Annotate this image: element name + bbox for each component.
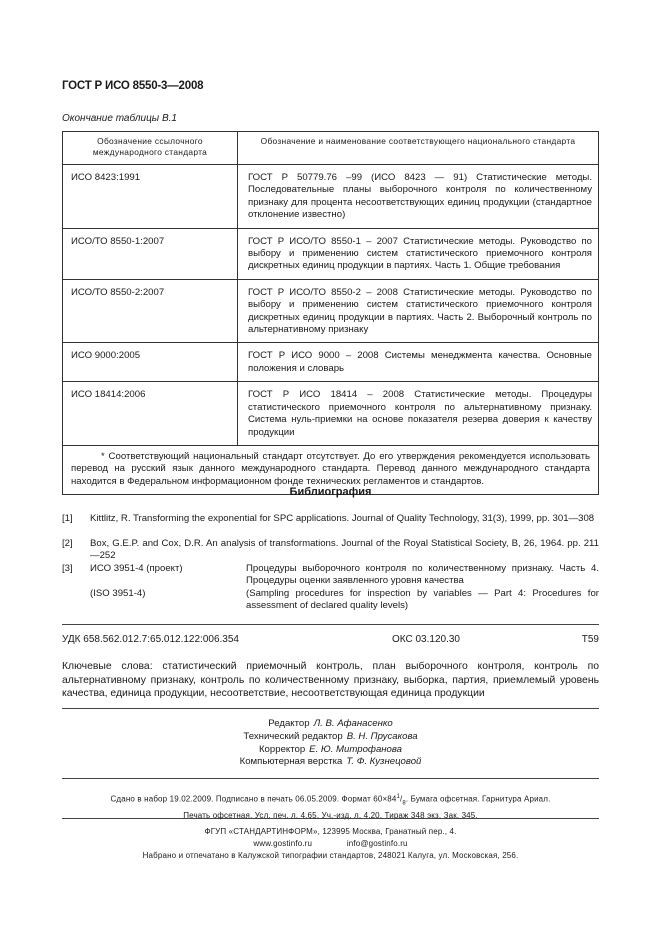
table-row [63, 343, 599, 382]
bibliography-entry-text: Box, G.E.P. and Cox, D.R. An analysis of transformations. Journal of the Royal Statistical Society, B, 26, 1964. pp. 211—252 [90, 538, 599, 562]
table-caption: Окончание таблицы В.1 [62, 113, 177, 124]
table-footnote-text: * Соответствующий национальный стандарт отсутствует. До его утверждения рекомендуется использовать перевод на русский язык данного международного стандарта. Перевод данного международного стандарта находится в Федеральном информационном фонде технических регламентов и стандартов. [71, 450, 590, 487]
editor-name: Е. Ю. Митрофанова [309, 743, 403, 755]
table-row [63, 279, 599, 343]
print-info [62, 792, 599, 821]
category-code: Т59 [581, 634, 599, 645]
publisher-contacts [62, 838, 599, 850]
column-header-international: Обозначение ссылочного международного стандарта [63, 132, 238, 165]
publisher-website-link[interactable]: www.gostinfo.ru [253, 839, 313, 848]
bibliography-entry-number: [2] [62, 538, 73, 549]
editor-line [0, 744, 661, 757]
print-info-line: Печать офсетная. Усл. печ. л. 4,65. Уч.-изд. л. 4,20. Тираж 348 экз. Зак. 345. [183, 810, 478, 820]
standard-code-cell: ИСО 8423:1991 [63, 165, 238, 229]
bibliography-entry-number: [1] [62, 513, 73, 524]
bibliography-entry-text: Kittlitz, R. Transforming the exponential for SPC applications. Journal of Quality Technology, 31(3), 1999, pp. 301—308 [90, 513, 595, 524]
table-row [63, 228, 599, 279]
publisher-address: ФГУП «СТАНДАРТИНФОРМ», 123995 Москва, Гранатный пер., 4. [204, 827, 457, 836]
editors-block [0, 718, 661, 769]
national-standard-cell: ГОСТ Р 50779.76 –99 (ИСО 8423 — 91) Статистические методы. Последовательные планы выборочного контроля по количественному признаку для процента несоответствующих единиц продукции (стандартное отклонение известно) [238, 165, 599, 229]
print-info-line: Сдано в набор 19.02.2009. Подписано в печать 06.05.2009. Формат $60\times 84^1/_8$. Бумага офсетная. Гарнитура Ариал. [110, 794, 551, 807]
publisher-info [62, 826, 599, 862]
print-info-text: Сдано в набор 19.02.2009. Подписано в печать 06.05.2009. Формат 60×84 [110, 794, 397, 804]
printing-house: Набрано и отпечатано в Калужской типографии стандартов, 248021 Калуга, ул. Московская, 256. [142, 851, 519, 860]
editor-role: Редактор [268, 718, 310, 729]
national-standard-cell: ГОСТ Р ИСО 18414 – 2008 Статистические методы. Процедуры статистического приемочного контроля по альтернативному признаку. Система нуль-приемки на основе показателя резерва доверия к качеству продукции [238, 382, 599, 446]
standard-code-cell: ИСО 9000:2005 [63, 343, 238, 382]
bibliography-entry-description-en: (Sampling procedures for inspection by variables — Part 4: Procedures for assessment of declared quality levels) [246, 588, 599, 612]
editor-line [0, 731, 661, 744]
bibliography-title: Библиография [289, 486, 372, 498]
editor-line [0, 718, 661, 731]
editor-line [0, 756, 661, 769]
standard-code-cell: ИСО/ТО 8550-1:2007 [63, 228, 238, 279]
format-fraction-numerator: 1 [396, 794, 400, 800]
editor-role: Технический редактор [243, 730, 343, 742]
publisher-email-link[interactable]: info@gostinfo.ru [346, 839, 408, 848]
column-header-national: Обозначение и наименование соответствующего национального стандарта [238, 132, 599, 165]
editor-name: Л. В. Афанасенко [313, 718, 393, 729]
standard-code-cell: ИСО/ТО 8550-2:2007 [63, 279, 238, 343]
document-code-header: ГОСТ Р ИСО 8550-3—2008 [62, 80, 204, 92]
editor-name: В. Н. Прусакова [346, 730, 418, 742]
bibliography-entry-description: Процедуры выборочного контроля по количественному признаку. Часть 4. Процедуры оценки заявленного уровня качества [246, 563, 599, 587]
keywords: Ключевые слова: статистический приемочный контроль, план выборочного контроля, контроль по альтернативному признаку, контроль по количественному признаку, выборка, партия, приемлемый уровень качества, единица продукции, несоответствие, несоответствующая единица продукции [62, 661, 599, 700]
table-row [63, 382, 599, 446]
table-row [63, 165, 599, 229]
bibliography-entry-code-en: (ISO 3951-4) [90, 588, 146, 599]
bibliography-entry-number: [3] [62, 563, 73, 574]
oks-code: ОКС 03.120.30 [392, 634, 460, 645]
editor-role: Компьютерная верстка [239, 756, 343, 768]
udc-code: УДК 658.562.012.7:65.012.122:006.354 [62, 634, 239, 645]
national-standard-cell: ГОСТ Р ИСО/ТО 8550-1 – 2007 Статистические методы. Руководство по выбору и применению систем статистического приемочного контроля дискретных единиц продукции в партиях. Часть 1. Общие требования [238, 228, 599, 279]
bibliography-entry-code: ИСО 3951-4 (проект) [90, 563, 183, 574]
reference-standards-table [62, 131, 599, 495]
table-header-row [63, 132, 599, 165]
standard-code-cell: ИСО 18414:2006 [63, 382, 238, 446]
editor-name: Т. Ф. Кузнецовой [346, 756, 422, 768]
national-standard-cell: ГОСТ Р ИСО 9000 – 2008 Системы менеджмента качества. Основные положения и словарь [238, 343, 599, 382]
format-fraction-denominator: 8 [402, 800, 406, 807]
divider [62, 624, 599, 625]
national-standard-cell: ГОСТ Р ИСО/ТО 8550-2 – 2008 Статистические методы. Руководство по выбору и применению систем статистического приемочного контроля дискретных единиц продукции в партиях. Часть 2. Выборочный контроль по альтернативному признаку [238, 279, 599, 343]
editor-role: Корректор [258, 743, 306, 755]
divider [62, 708, 599, 709]
print-info-text: . Бумага офсетная. Гарнитура Ариал. [405, 794, 551, 804]
divider [62, 778, 599, 779]
divider [62, 818, 599, 819]
